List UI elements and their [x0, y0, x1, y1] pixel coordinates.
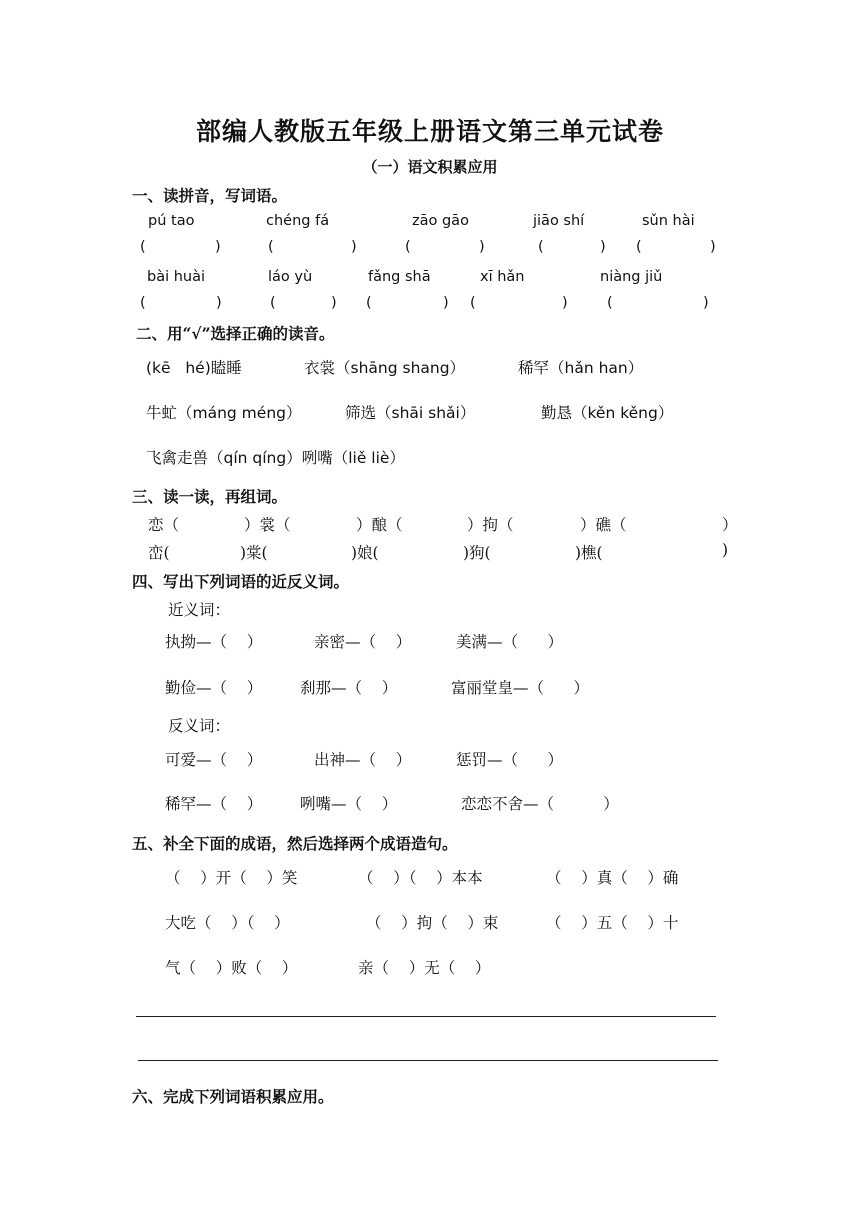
idiom-blank: 气（ ）败（ ） — [165, 959, 298, 977]
answer-paren-open: ( — [405, 239, 411, 255]
word-group-cell: ) — [722, 541, 729, 559]
answer-paren-open: ( — [538, 239, 544, 255]
antonym-item: 惩罚—（ ） — [456, 751, 564, 769]
pinyin-item: sǔn hài — [642, 213, 695, 229]
synonym-item: 富丽堂皇—（ ） — [451, 679, 590, 697]
word-group-cell: )狗( — [463, 544, 491, 562]
idiom-blank: （ ）真（ ）确 — [546, 869, 679, 887]
section-subtitle: （一）语文积累应用 — [362, 158, 498, 176]
word-group-cell: )樵( — [575, 544, 603, 562]
answer-paren-open: ( — [270, 295, 276, 311]
reading-choice: 飞禽走兽（qín qíng）咧嘴（liě liè） — [146, 449, 405, 467]
reading-choice: 牛虻（máng méng） — [146, 404, 302, 422]
synonym-item: 勤俭—（ ） — [165, 679, 263, 697]
answer-paren-close: ) — [331, 295, 337, 311]
answer-paren-open: ( — [268, 239, 274, 255]
word-group-cell: )棠( — [240, 544, 268, 562]
answer-paren-open: ( — [636, 239, 642, 255]
antonym-item: 可爱—（ ） — [165, 751, 263, 769]
idiom-blank: （ ）开（ ）笑 — [165, 869, 298, 887]
pinyin-item: láo yù — [268, 269, 313, 285]
section-5-heading: 五、补全下面的成语，然后选择两个成语造句。 — [132, 834, 458, 853]
answer-paren-open: ( — [140, 239, 146, 255]
reading-choice: 衣裳（shāng shang） — [304, 359, 466, 377]
word-group-cell: ）拘（ — [467, 516, 514, 534]
answer-paren-open: ( — [140, 295, 146, 311]
word-group-cell: )娘( — [351, 544, 379, 562]
answer-paren-close: ) — [600, 239, 606, 255]
section-4-heading: 四、写出下列词语的近反义词。 — [132, 572, 350, 591]
synonym-item: 刹那—（ ） — [300, 679, 398, 697]
pinyin-item: pú tao — [148, 213, 195, 229]
pinyin-item: bài huài — [147, 269, 206, 285]
reading-choice: 稀罕（hǎn han） — [518, 359, 644, 377]
word-group-cell: ） — [722, 516, 738, 534]
idiom-blank: 亲（ ）无（ ） — [358, 959, 491, 977]
word-group-cell: ）酿（ — [356, 516, 403, 534]
pinyin-item: chéng fá — [266, 213, 330, 229]
pinyin-item: jiāo shí — [533, 213, 585, 229]
word-group-cell: 峦( — [148, 544, 170, 562]
word-group-cell: 恋（ — [148, 516, 180, 534]
pinyin-item: niàng jiǔ — [600, 269, 663, 285]
answer-paren-open: ( — [470, 295, 476, 311]
section-6-heading: 六、完成下列词语积累应用。 — [132, 1087, 334, 1106]
page-title: 部编人教版五年级上册语文第三单元试卷 — [195, 117, 664, 146]
answer-paren-open: ( — [607, 295, 613, 311]
section-3-heading: 三、读一读，再组词。 — [132, 487, 288, 506]
idiom-blank: （ ）（ ）本本 — [358, 869, 483, 887]
answer-paren-close: ) — [215, 239, 221, 255]
pinyin-item: fǎng shā — [368, 269, 431, 285]
answer-paren-close: ) — [710, 239, 716, 255]
answer-paren-close: ) — [351, 239, 357, 255]
synonym-label: 近义词： — [168, 601, 231, 619]
reading-choice: (kē hé)瞌睡 — [146, 359, 242, 377]
antonym-item: 咧嘴—（ ） — [300, 795, 398, 813]
answer-paren-open: ( — [366, 295, 372, 311]
word-group-cell: ）裳（ — [244, 516, 291, 534]
antonym-label: 反义词： — [168, 717, 231, 735]
idiom-blank: 大吃（ ）（ ） — [165, 914, 290, 932]
section-2-heading: 二、用“√”选择正确的读音。 — [136, 324, 335, 343]
idiom-blank: （ ）五（ ）十 — [546, 914, 679, 932]
synonym-item: 执拗—（ ） — [165, 633, 263, 651]
sentence-answer-line[interactable] — [138, 1060, 718, 1061]
synonym-item: 亲密—（ ） — [314, 633, 412, 651]
reading-choice: 勤恳（kěn kěng） — [541, 404, 674, 422]
antonym-item: 出神—（ ） — [314, 751, 412, 769]
answer-paren-close: ) — [703, 295, 709, 311]
sentence-answer-line[interactable] — [136, 1016, 716, 1017]
word-group-cell: ）礁（ — [580, 516, 627, 534]
answer-paren-close: ) — [479, 239, 485, 255]
section-1-heading: 一、读拼音，写词语。 — [132, 186, 288, 205]
reading-choice: 筛选（shāi shǎi） — [345, 404, 476, 422]
synonym-item: 美满—（ ） — [456, 633, 564, 651]
antonym-item: 稀罕—（ ） — [165, 795, 263, 813]
answer-paren-close: ) — [562, 295, 568, 311]
answer-paren-close: ) — [443, 295, 449, 311]
antonym-item: 恋恋不舍—（ ） — [461, 795, 619, 813]
pinyin-item: zāo gāo — [412, 213, 469, 229]
pinyin-item: xī hǎn — [480, 269, 525, 285]
answer-paren-close: ) — [216, 295, 222, 311]
idiom-blank: （ ）拘（ ）束 — [366, 914, 499, 932]
